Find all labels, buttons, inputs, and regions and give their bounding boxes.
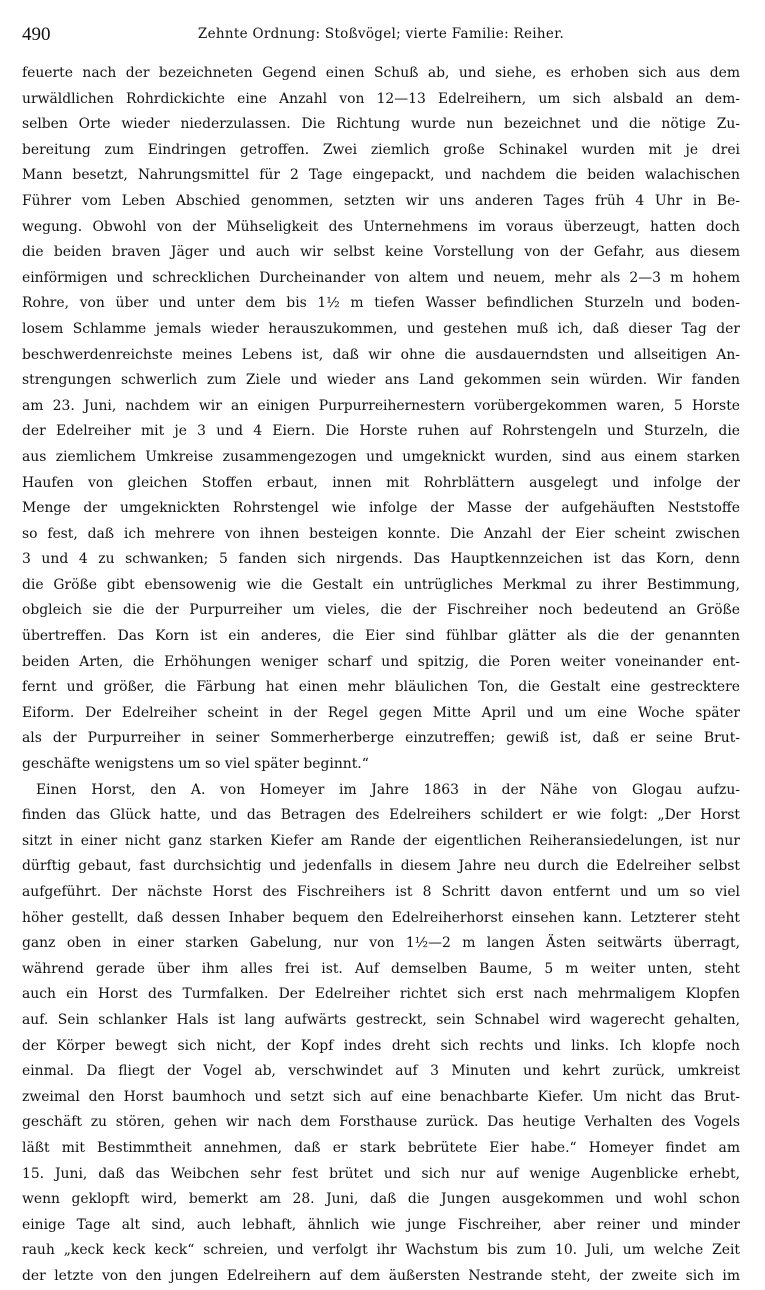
text-line: läßt mit Bestimmtheit annehmen, daß er stark bebrütete Eier habe.“ Homeyer findet am — [22, 1139, 740, 1156]
text-line: als der Purpurreiher in seiner Sommerherberge einzutreffen; gewiß ist, daß er seine Brut- — [22, 730, 740, 747]
text-line: wegung. Obwohl von der Mühseligkeit des Unternehmens im voraus überzeugt, hatten doch — [22, 218, 740, 235]
body-text — [22, 61, 740, 1290]
text-line: fernt und größer, die Färbung hat einen mehr bläulichen Ton, die Gestalt eine gestrecktere — [22, 679, 740, 696]
text-line: zweimal den Horst baumhoch und setzt sich auf eine benachbarte Kiefer. Um nicht das Brut- — [22, 1088, 740, 1105]
page-header — [22, 24, 740, 46]
text-line: finden das Glück hatte, und das Betragen des Edelreihers schildert er wie folgt: „Der Horst — [22, 807, 740, 824]
text-line: einmal. Da fliegt der Vogel ab, verschwindet auf 3 Minuten und kehrt zurück, umkreist — [22, 1063, 740, 1080]
page-number: 490 — [22, 24, 51, 45]
text-line: der Edelreiher mit je 3 und 4 Eiern. Die Horste ruhen auf Rohrstengeln und Sturzeln, die — [22, 423, 740, 440]
text-line: auf. Sein schlanker Hals ist lang aufwärts gestreckt, sein Schnabel wird wagerecht gehalten, — [22, 1011, 740, 1028]
text-line: Führer vom Leben Abschied genommen, setzten wir uns anderen Tages früh 4 Uhr in Be- — [22, 192, 740, 209]
text-line: selben Orte wieder niederzulassen. Die Richtung wurde nun bezeichnet und die nötige Zu- — [22, 116, 740, 133]
text-line: bereitung zum Eindringen getroffen. Zwei ziemlich große Schinakel wurden mit je drei — [22, 141, 740, 158]
text-line: rauh „keck keck keck“ schreien, und verfolgt ihr Wachstum bis zum 10. Juli, um welche Zeit — [22, 1242, 740, 1259]
text-line: aus ziemlichem Umkreise zusammengezogen und umgeknickt wurden, sind aus einem starken — [22, 448, 740, 465]
text-line: beschwerdenreichste meines Lebens ist, daß wir ohne die ausdauerndsten und allseitigen An- — [22, 346, 740, 363]
running-head: Zehnte Ordnung: Stoßvögel; vierte Familie: Reiher. — [197, 26, 565, 42]
text-line: beiden Arten, die Erhöhungen weniger scharf und spitzig, die Poren weiter voneinander ent- — [22, 653, 740, 670]
text-line: feuerte nach der bezeichneten Gegend einen Schuß ab, und siehe, es erhoben sich aus dem — [22, 65, 740, 81]
text-line: Eiform. Der Edelreiher scheint in der Regel gegen Mitte April und um eine Woche später — [22, 704, 740, 721]
text-line: Einen Horst, den A. von Homeyer im Jahre 1863 in der Nähe von Glogau aufzu- — [36, 781, 740, 798]
text-line: auch ein Horst des Turmfalken. Der Edelreiher richtet sich erst nach mehrmaligem Klopfen — [22, 986, 740, 1003]
text-line: 15. Juni, daß das Weibchen sehr fest brütet und sich nur auf wenige Augenblicke erhebt, — [22, 1165, 740, 1182]
text-line: Mann besetzt, Nahrungsmittel für 2 Tage eingepackt, und nachdem die beiden walachischen — [22, 167, 740, 184]
text-line: einige Tage alt sind, auch lebhaft, ähnlich wie junge Fischreiher, aber reiner und minder — [22, 1216, 740, 1233]
text-line: ganz oben in einer starken Gabelung, nur von 1½—2 m langen Ästen seitwärts überragt, — [22, 935, 740, 952]
text-line: so fest, daß ich mehrere von ihnen besteigen konnte. Die Anzahl der Eier scheint zwischen — [22, 525, 740, 542]
text-line: aufgeführt. Der nächste Horst des Fischreihers ist 8 Schritt davon entfernt und um so viel — [22, 884, 740, 900]
text-line: der Körper bewegt sich nicht, der Kopf indes dreht sich rechts und links. Ich klopfe noch — [22, 1037, 740, 1054]
text-line: höher gestellt, daß dessen Inhaber bequem den Edelreiherhorst einsehen kann. Letzterer steht — [22, 909, 740, 926]
text-line: geschäfte wenigstens um so viel später beginnt.“ — [22, 756, 369, 773]
text-line: am 23. Juni, nachdem wir an einigen Purpurreihernestern vorübergekommen waren, 5 Horste — [22, 397, 740, 414]
text-line: die beiden braven Jäger und auch wir selbst keine Vorstellung von der Gefahr, aus diesem — [22, 244, 740, 261]
text-line: losem Schlamme jemals wieder herauszukommen, und gestehen muß ich, daß dieser Tag der — [22, 320, 740, 337]
text-line: obgleich sie die der Purpurreiher um vieles, die der Fischreiher noch bedeutend an Größe — [22, 602, 740, 619]
text-line: wenn geklopft wird, bemerkt am 28. Juni, daß die Jungen ausgekommen und wohl schon — [22, 1191, 740, 1208]
text-line: übertreffen. Das Korn ist ein anderes, die Eier sind fühlbar glätter als die der genannten — [22, 628, 740, 645]
text-line: die Größe gibt ebensowenig wie die Gestalt ein untrügliches Merkmal zu ihrer Bestimmung, — [22, 576, 740, 593]
text-line: Rohre, von über und unter dem bis 1½ m tiefen Wasser befindlichen Sturzeln und boden- — [22, 295, 740, 312]
text-line: während gerade über ihm alles frei ist. Auf demselben Baume, 5 m weiter unten, steht — [22, 960, 740, 977]
text-line: 3 und 4 zu schwanken; 5 fanden sich nirgends. Das Hauptkennzeichen ist das Korn, denn — [22, 551, 740, 568]
text-line: einförmigen und schrecklichen Durcheinander von altem und neuem, mehr als 2—3 m hohem — [22, 269, 740, 286]
text-line: sitzt in einer nicht ganz starken Kiefer am Rande der eigentlichen Reiheransiedelungen, ist nur — [22, 832, 740, 849]
text-line: dürftig gebaut, fast durchsichtig und jedenfalls in diesem Jahre neu durch die Edelreiher selbst — [22, 858, 740, 875]
text-line: urwäldlichen Rohrdickichte eine Anzahl von 12—13 Edelreihern, um sich alsbald an dem- — [22, 90, 740, 107]
text-line: Menge der umgeknickten Rohrstengel wie infolge der Masse der aufgehäuften Neststoffe — [22, 500, 740, 517]
text-line: strengungen schwerlich zum Ziele und wieder ans Land gekommen sein würden. Wir fanden — [22, 372, 740, 389]
text-line: der letzte von den jungen Edelreihern auf dem äußersten Nestrande steht, der zweite sich im — [22, 1267, 740, 1284]
text-line: geschäft zu stören, gehen wir nach dem Forsthause zurück. Das heutige Verhalten des Vogels — [22, 1114, 740, 1131]
text-line: Haufen von gleichen Stoffen erbaut, innen mit Rohrblättern ausgelegt und infolge der — [22, 474, 740, 491]
